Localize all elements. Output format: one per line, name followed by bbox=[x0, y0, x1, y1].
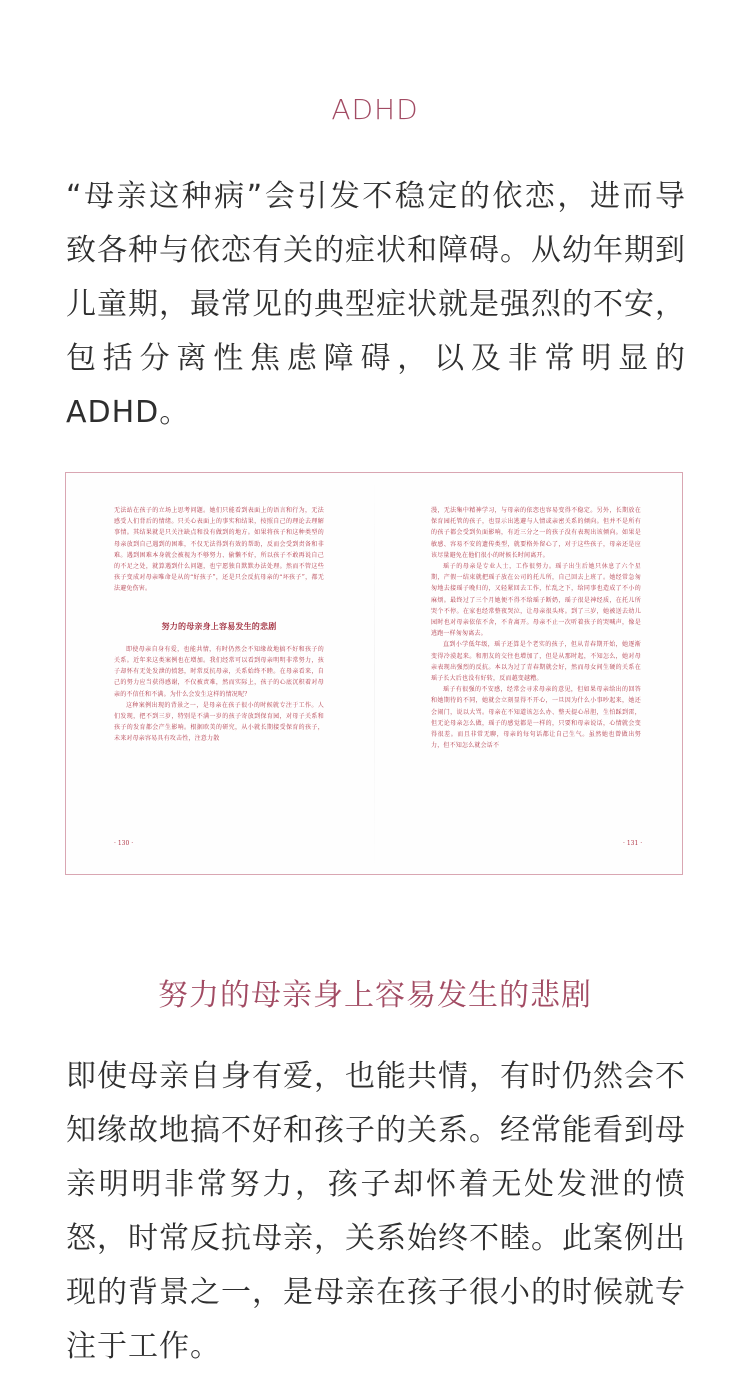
book-right-page bbox=[431, 505, 641, 751]
section-heading-adhd: ADHD bbox=[331, 93, 419, 126]
book-left-page-number: · 130 · bbox=[114, 840, 134, 847]
book-spine bbox=[374, 473, 375, 874]
book-left-para-2: 即使母亲自身有爱，也能共情，有时仍然会不知缘故地搞不好和孩子的关系。近年来这类案例也在增加。我们经常可以看到母亲明明非常努力，孩子却怀有无处发泄的愤怒，时常反抗母亲，关系始终不睦。在母亲看来，自己的努力应当获得感谢，不仅被责难，然而实际上，孩子的心底沉积着对母亲的不信任和不满。为什么会发生这样的情况呢？ bbox=[114, 645, 324, 698]
book-left-heading: 努力的母亲身上容易发生的悲剧 bbox=[161, 620, 277, 631]
book-left-para-3: 这种案例出现的背景之一，是母亲在孩子很小的时候就专注于工作。人们发现，把不到三岁，特别是不满一岁的孩子寄放到保育园，对母子关系和孩子的发育都会产生影响。根据欧美的研究，从小就长期接受保育的孩子，未来对母亲容易具有攻击性，注意力散 bbox=[114, 701, 324, 743]
book-right-para-4: 瑶子有很强的不安感，经常会寻求母亲的意见，但如果母亲给出的回答和她期待的不同，她就会立刻显得不开心，一旦因为什么小事吵起来，她还会闹门，说以大骂。母亲在不知道该怎么办、整天提心吊胆，生怕踩到雷，但无论母亲怎么做，瑶子的感觉都是一样的，只要和母亲说话，心情就会变得很差。而且非常无聊，母亲的每句话都让自己生气。虽然她也曾做出努力，但不知怎么就会话不 bbox=[431, 686, 641, 750]
book-left-page-number-value: 130 bbox=[117, 840, 130, 847]
paragraph-intro: “母亲这种病”会引发不稳定的依恋，进而导致各种与依恋有关的症状和障碍。从幼年期到儿童期，最常见的典型症状就是强烈的不安，包括分离性焦虑障碍，以及非常明显的ADHD。 bbox=[66, 179, 686, 430]
paragraph-tragedy: 即使母亲自身有爱，也能共情，有时仍然会不知缘故地搞不好和孩子的关系。经常能看到母亲明明非常努力，孩子却怀着无处发泄的愤怒，时常反抗母亲，关系始终不睦。此案例出现的背景之一，是母亲在孩子很小的时候就专注于工作。 bbox=[66, 1059, 686, 1364]
book-right-para-1: 漫，无法集中精神学习，与母亲的依恋也容易变得不稳定。另外，长期放在保育园托管的孩子，也显示出逃避与人情或亲密关系的倾向。但并不是所有的孩子都会受到负面影响，有近三分之一的孩子没有表现出该倾向。如果是敏感、容易不安的遗传类型，就要格外留心了，对于这些孩子，母亲还是应该尽量避免在他们很小的时候长时间离开。 bbox=[431, 507, 641, 559]
book-right-page-number-value: 131 bbox=[626, 840, 639, 847]
book-spread-image bbox=[65, 472, 683, 875]
section-heading-tragedy: 努力的母亲身上容易发生的悲剧 bbox=[158, 978, 592, 1013]
book-right-para-3: 直到小学低年级，瑶子还算是个老实的孩子，但从青春期开始，她逐渐变得冷漠起来。和朋友的交往也增加了，但是从那时起，不知怎么，她对母亲表现出强烈的反抗。本以为过了青春期就会好，然而母女间生硬的关系在瑶子长大后也没有好转，反而越变越糟。 bbox=[431, 641, 641, 683]
book-right-para-2: 瑶子的母亲是专业人士，工作很努力。瑶子出生后她只休息了六个星期，产假一结束就把瑶子放在公司的托儿所，自己回去上班了。她经常急匆匆地去接瑶子晚归的，又轻紧回去工作，忙乱之下，给同事也造成了不小的麻烦。最终过了三个月她便不得不给瑶子断奶，瑶子很是神经质，在托儿所哭个不停。在家也经常整夜哭泣，让母亲很头疼。到了三岁，她被送去幼儿园时也对母亲依依不舍，不肯离开。母亲不止一次听着孩子的哭喊声，像是逃跑一样匆匆离去。 bbox=[431, 563, 641, 638]
book-left-page bbox=[114, 505, 324, 745]
book-left-para-1: 无法站在孩子的立场上思考问题。她们只能看到表面上的语言和行为，无法感受人们背后的情绪。只关心表面上的事实和结果，按照自己的理论去理解事情。其结果就是只关注缺点和没有做到的地方。如果将孩子和这种类型的母亲放到自己遇到的困难，不仅无法得到有效的帮助，反而会受到责备和非难。遇到困难本身就会被视为不够努力、偷懒不好，所以孩子不敢再说自己的不足之处，就算遇到什么问题，也宁愿独自默默办法处理。然而不管这些孩子变成对母亲唯命是从的“好孩子”，还是只会反抗母亲的“坏孩子”，都无法避免伤害。 bbox=[114, 507, 324, 593]
book-right-page-number: · 131 · bbox=[623, 840, 643, 847]
